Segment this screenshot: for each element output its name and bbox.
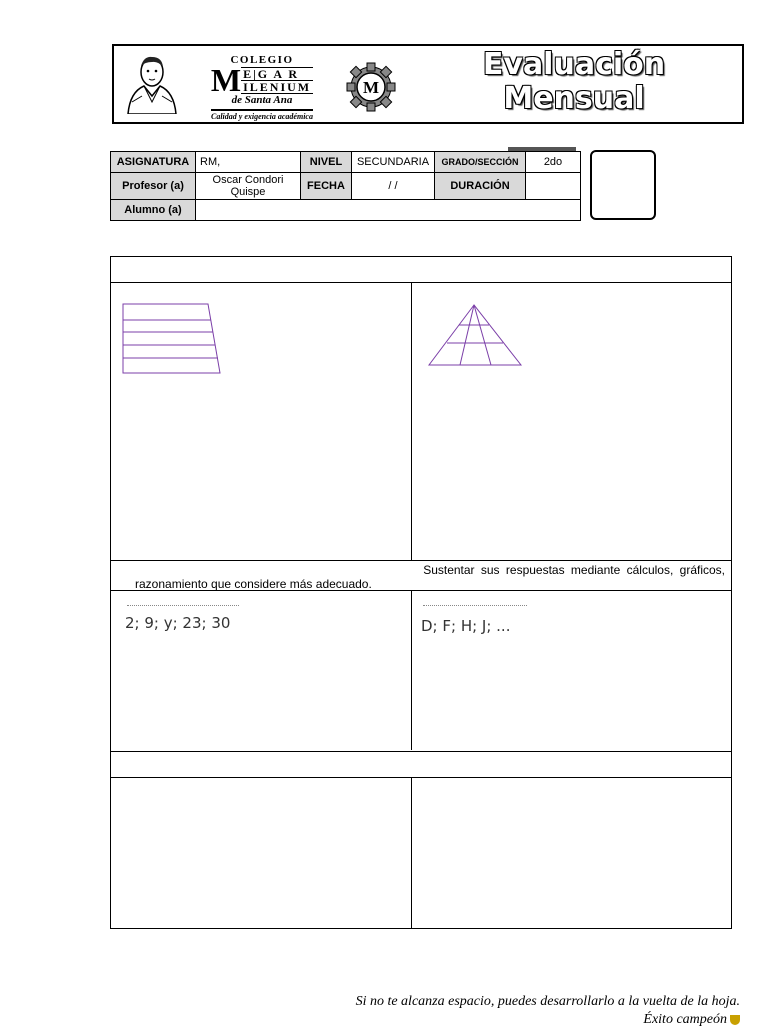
footer-note: Si no te alcanza espacio, puedes desarrollarlo a la vuelta de la hoja. bbox=[355, 994, 740, 1009]
fecha-label: FECHA bbox=[301, 173, 352, 200]
questions-grid bbox=[110, 256, 732, 929]
section-2-instruction bbox=[111, 561, 731, 589]
profesor-label: Profesor (a) bbox=[111, 173, 196, 200]
gear-logo-icon bbox=[346, 62, 396, 112]
evaluation-title-line2: Mensual bbox=[503, 81, 645, 116]
instruction-line-2: razonamiento que considere más adecuado. bbox=[135, 577, 372, 591]
asignatura-label: ASIGNATURA bbox=[111, 152, 196, 173]
school-motto: Calidad y exigencia académica bbox=[211, 109, 313, 121]
question-4-answer-area[interactable] bbox=[412, 591, 732, 750]
school-name-initial: M bbox=[210, 62, 242, 98]
question-5-answer-area[interactable] bbox=[111, 778, 411, 928]
grado-field[interactable]: 2do bbox=[526, 152, 581, 173]
cropped-question-text bbox=[423, 605, 527, 610]
pyramid-figure bbox=[427, 303, 523, 367]
score-box[interactable] bbox=[590, 150, 656, 220]
footer-success bbox=[643, 1012, 740, 1028]
sequence-left: 2; 9; y; 23; 30 bbox=[125, 614, 231, 632]
sequence-right: D; F; H; J; ... bbox=[421, 617, 511, 635]
profesor-field[interactable]: Oscar Condori Quispe bbox=[196, 173, 301, 200]
school-name-line2: ILENIUM bbox=[243, 79, 312, 94]
duracion-label: DURACIÓN bbox=[435, 173, 526, 200]
fecha-field[interactable]: / / bbox=[352, 173, 435, 200]
evaluation-title bbox=[462, 48, 686, 122]
trophy-icon bbox=[730, 1015, 740, 1025]
trapezoid-figure bbox=[121, 301, 223, 375]
duracion-field[interactable] bbox=[526, 173, 581, 200]
instruction-line-1: Sustentar sus respuestas mediante cálculos, gráficos, bbox=[423, 563, 725, 577]
school-city: de Santa Ana bbox=[231, 94, 293, 106]
footer-success-text: Éxito campeón bbox=[643, 1012, 727, 1027]
gear-logo-letter: M bbox=[362, 78, 380, 97]
nivel-label: NIVEL bbox=[301, 152, 352, 173]
header-banner bbox=[112, 44, 744, 124]
evaluation-title-line1: Evaluación bbox=[482, 47, 666, 82]
alumno-label: Alumno (a) bbox=[111, 200, 196, 221]
grado-label: GRADO/SECCIÓN bbox=[435, 152, 526, 173]
cropped-question-text bbox=[127, 605, 239, 610]
founder-portrait-image bbox=[122, 52, 182, 114]
school-name-line1: E|G A R bbox=[241, 67, 313, 81]
nivel-field[interactable]: SECUNDARIA bbox=[352, 152, 435, 173]
info-table bbox=[110, 151, 581, 221]
asignatura-field[interactable]: RM, bbox=[196, 152, 301, 173]
grid-line bbox=[111, 751, 731, 752]
alumno-field[interactable] bbox=[196, 200, 581, 221]
school-logo bbox=[182, 50, 342, 122]
question-6-answer-area[interactable] bbox=[412, 778, 732, 928]
school-name bbox=[182, 62, 342, 98]
school-colegio-label: COLEGIO bbox=[230, 54, 294, 66]
